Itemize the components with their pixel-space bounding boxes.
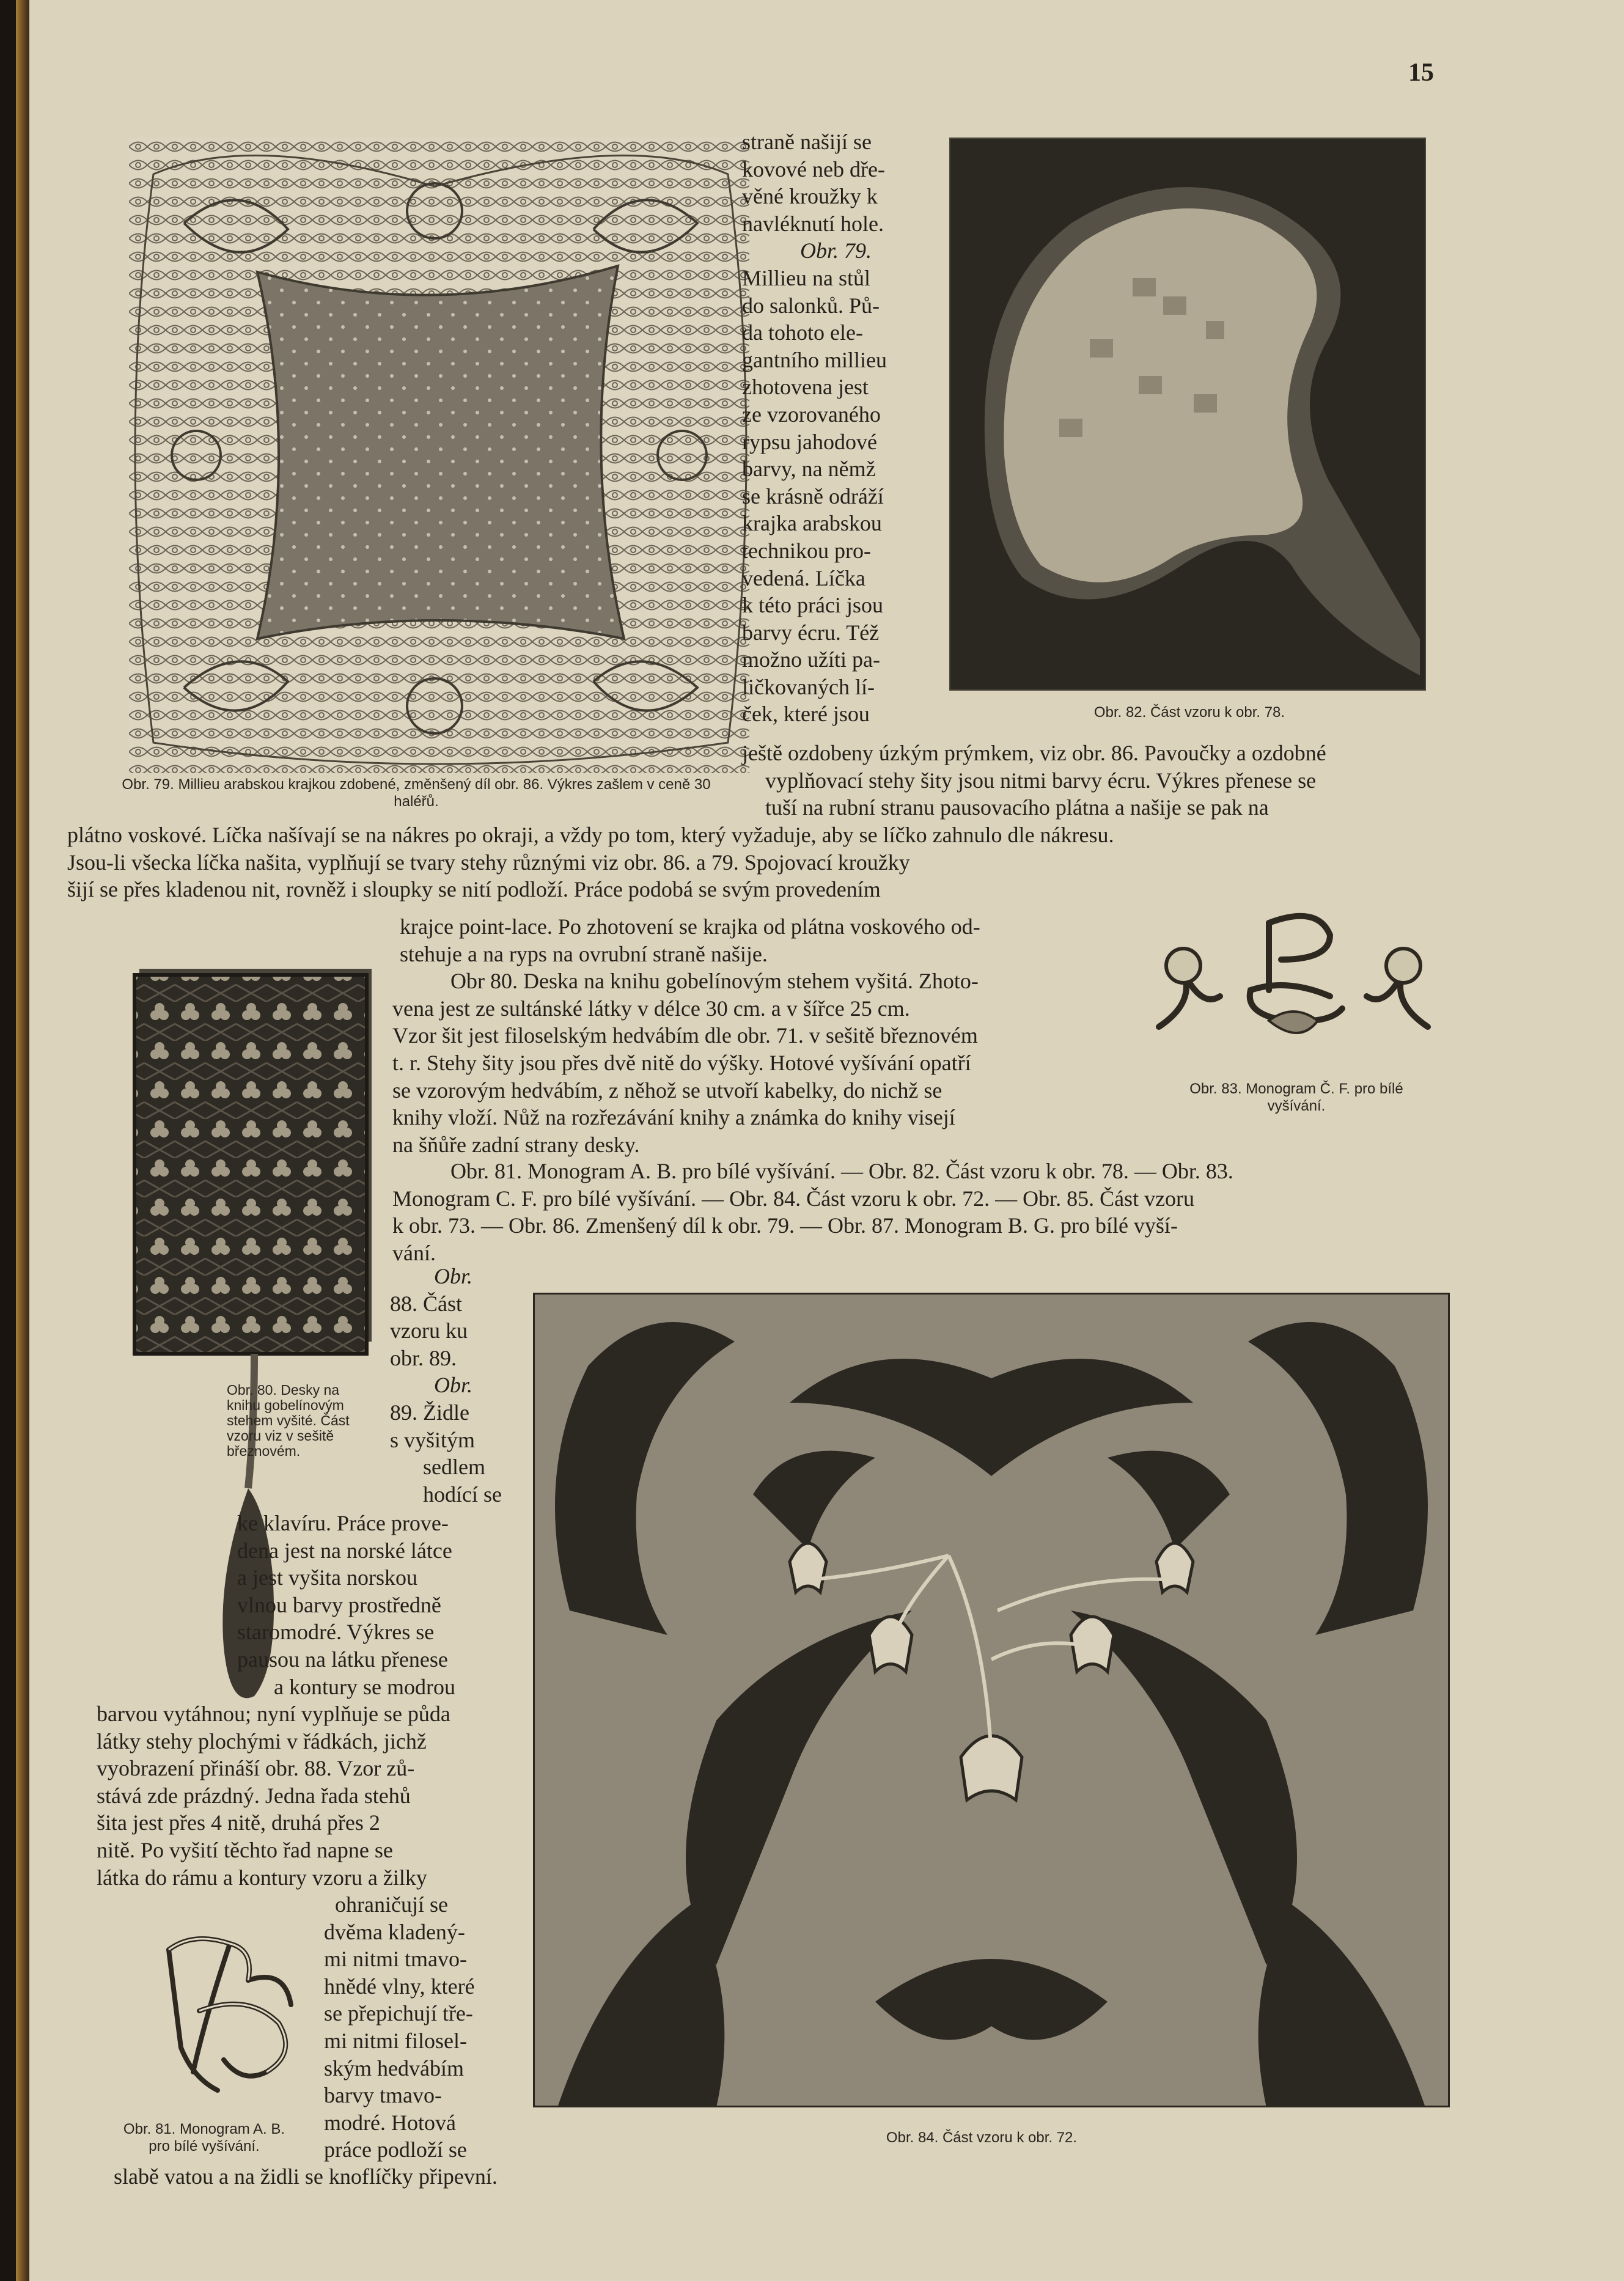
text-line: barvou vytáhnou; nyní vyplňuje se půda bbox=[97, 1702, 450, 1726]
text-line: technikou pro- bbox=[742, 538, 871, 563]
figure-reference: Obr. bbox=[434, 1373, 473, 1398]
text-line: barvy, na němž bbox=[742, 457, 876, 482]
figure-82-caption: Obr. 82. Část vzoru k obr. 78. bbox=[1093, 704, 1285, 721]
text-line: dena jest na norské látce bbox=[237, 1538, 452, 1563]
figure-84-caption: Obr. 84. Část vzoru k obr. 72. bbox=[886, 2129, 1078, 2146]
figure-82-pattern-image bbox=[949, 138, 1426, 691]
page-number: 15 bbox=[1408, 59, 1434, 87]
text-line: mi nitmi filosel- bbox=[324, 2028, 467, 2053]
text-line: ze vzorovaného bbox=[742, 402, 881, 427]
text-line: Millieu na stůl bbox=[742, 265, 870, 290]
text-line: sedlem bbox=[423, 1455, 485, 1480]
text-line: krajce point-lace. Po zhotovení se krajka od plátna voskového od- bbox=[400, 914, 980, 939]
text-line: k této práci jsou bbox=[742, 593, 883, 618]
figure-81-monogram-image bbox=[156, 1925, 303, 2109]
text-line: dvěma kladený- bbox=[324, 1919, 465, 1944]
text-line: ohraničují se bbox=[335, 1892, 448, 1917]
text-paragraph-e bbox=[392, 1158, 1450, 1266]
text-line: hnědé vlny, které bbox=[324, 1974, 475, 1999]
text-line: Obr 80. Deska na knihu gobelínovým stehem vyšitá. Zhoto- bbox=[450, 969, 979, 994]
text-column-i bbox=[324, 1891, 506, 2164]
text-line: barvy tmavo- bbox=[324, 2083, 442, 2108]
text-line: hodící se bbox=[423, 1482, 502, 1507]
text-line: rypsu jahodové bbox=[742, 429, 877, 454]
figure-80-caption: Obr. 80. Desky na knihu gobelínovým stehem vyšité. Část vzoru viz v sešitě březnovém. bbox=[227, 1382, 350, 1459]
text-line: vena jest ze sultánské látky v délce 30 cm. a v šířce 25 cm. bbox=[392, 996, 910, 1021]
text-line: Vzor šit jest filoselským hedvábím dle obr. 71. v sešitě březnovém bbox=[392, 1023, 978, 1048]
figure-83-monogram-image bbox=[1147, 898, 1440, 1057]
text-column-f bbox=[390, 1263, 509, 1508]
text-line: vlnou barvy prostředně bbox=[237, 1592, 441, 1617]
text-line: látka do rámu a kontury vzoru a žilky bbox=[97, 1865, 427, 1890]
text-line: staromodré. Výkres se bbox=[237, 1620, 435, 1645]
text-line: nitě. Po vyšití těchto řad napne se bbox=[97, 1837, 393, 1862]
text-line: ček, které jsou bbox=[742, 702, 870, 727]
text-line: látky stehy plochými v řádkách, jichž bbox=[97, 1728, 427, 1754]
text-line: stává zde prázdný. Jedna řada stehů bbox=[97, 1783, 411, 1808]
text-line: knihy vloží. Nůž na rozřezávání knihy a známka do knihy visejí bbox=[392, 1105, 955, 1130]
text-last-line: slabě vatou a na židli se knoflíčky připevní. bbox=[114, 2164, 498, 2189]
text-line: se krásně odráží bbox=[742, 483, 884, 509]
text-line: ke klavíru. Práce prove- bbox=[237, 1511, 449, 1535]
text-line: modré. Hotová bbox=[324, 2110, 456, 2135]
figure-reference: Obr. bbox=[434, 1264, 473, 1288]
text-line: na šňůře zadní strany desky. bbox=[392, 1132, 640, 1157]
text-line: vyobrazení přináší obr. 88. Vzor zů- bbox=[97, 1756, 415, 1781]
text-line: zhotovena jest bbox=[742, 375, 869, 400]
text-column-a bbox=[742, 128, 928, 728]
text-line: šita jest přes 4 nitě, druhá přes 2 bbox=[97, 1810, 380, 1835]
figure-79-lace-millieu-image bbox=[129, 138, 749, 773]
text-line: Jsou-li všecka líčka našita, vyplňují se tvary stehy různými viz obr. 86. a 79. Spojovací kroužky bbox=[67, 850, 910, 875]
text-line: t. r. Stehy šity jsou přes dvě nitě do výšky. Hotové vyšívání opatří bbox=[392, 1050, 971, 1075]
text-line: stehuje a na ryps na ovrubní straně našije. bbox=[400, 941, 768, 966]
text-line: ještě ozdobeny úzkým prýmkem, viz obr. 86. Pavoučky a ozdobné bbox=[742, 741, 1326, 765]
text-line: možno užíti pa- bbox=[742, 647, 880, 672]
text-line: pausou na látku přenese bbox=[237, 1647, 448, 1672]
text-line: věné kroužky k bbox=[742, 184, 878, 209]
magazine-page bbox=[16, 0, 1624, 2281]
text-line: straně našijí se bbox=[742, 130, 872, 154]
book-spine bbox=[16, 0, 29, 2281]
text-line: šijí se přes kladenou nit, rovněž i sloupky se nití podloží. Práce podobá se svým provedením bbox=[67, 877, 881, 902]
text-line: ským hedvábím bbox=[324, 2055, 464, 2081]
text-line: vyplňovací stehy šity jsou nitmi barvy écru. Výkres přenese se bbox=[765, 768, 1317, 793]
text-line: barvy écru. Též bbox=[742, 620, 880, 645]
figure-81-caption: Obr. 81. Monogram A. B. pro bílé vyšívání. bbox=[123, 2121, 285, 2154]
text-line: se vzorovým hedvábím, z něhož se utvoří kabelky, do nichž se bbox=[392, 1078, 942, 1103]
text-line: Monogram C. F. pro bílé vyšívání. — Obr. 84. Část vzoru k obr. 72. — Obr. 85. Část vzoru bbox=[392, 1186, 1195, 1211]
text-line: k obr. 73. — Obr. 86. Zmenšený díl k obr. 79. — Obr. 87. Monogram B. G. pro bílé vyší- bbox=[392, 1213, 1178, 1238]
text-line: práce podloží se bbox=[324, 2137, 467, 2162]
figure-79-caption: Obr. 79. Millieu arabskou krajkou zdobené, změnšený díl obr. 86. Výkres zašlem v ceně 30 haléřů. bbox=[122, 776, 711, 810]
text-paragraph-b bbox=[742, 740, 1445, 821]
text-line: tuší na rubní stranu pausovacího plátna a našije se pak na bbox=[765, 795, 1269, 820]
figure-84-embroidery-image bbox=[533, 1293, 1450, 2107]
text-line: krajka arabskou bbox=[742, 511, 882, 536]
text-line: navléknutí hole. bbox=[742, 211, 884, 236]
text-line: vedená. Líčka bbox=[742, 565, 865, 590]
text-line: da tohoto ele- bbox=[742, 320, 863, 345]
text-line: do salonků. Pů- bbox=[742, 293, 880, 318]
text-line: obr. 89. bbox=[390, 1345, 457, 1370]
text-line: gantního millieu bbox=[742, 347, 887, 372]
figure-reference: Obr. 79. bbox=[800, 238, 872, 263]
text-line: 88. Část bbox=[390, 1291, 463, 1316]
text-line: Obr. 81. Monogram A. B. pro bílé vyšívání. — Obr. 82. Část vzoru k obr. 78. — Obr. 83. bbox=[450, 1159, 1233, 1183]
text-line: plátno voskové. Líčka našívají se na nákres po okraji, a vždy po tom, který vyžaduje, aby se líčko zahnulo dle nákresu. bbox=[67, 823, 1114, 847]
text-line: ličkovaných lí- bbox=[742, 674, 875, 699]
text-line: s vyšitým bbox=[390, 1427, 476, 1452]
text-line: a kontury se modrou bbox=[274, 1674, 455, 1699]
text-line: vání. bbox=[392, 1240, 436, 1265]
text-line: kovové neb dře- bbox=[742, 156, 885, 182]
text-column-h bbox=[97, 1700, 506, 1891]
text-line: se přepichují tře- bbox=[324, 2001, 473, 2026]
text-paragraph-c bbox=[67, 821, 1449, 903]
text-line: a jest vyšita norskou bbox=[237, 1565, 417, 1590]
text-paragraph-d bbox=[392, 913, 1123, 1158]
text-column-g bbox=[237, 1510, 506, 1700]
text-line: mi nitmi tmavo- bbox=[324, 1947, 467, 1972]
figure-83-caption: Obr. 83. Monogram Č. F. pro bílé vyšívání. bbox=[1189, 1081, 1403, 1114]
text-line: 89. Židle bbox=[390, 1400, 469, 1425]
text-line: vzoru ku bbox=[390, 1318, 468, 1343]
